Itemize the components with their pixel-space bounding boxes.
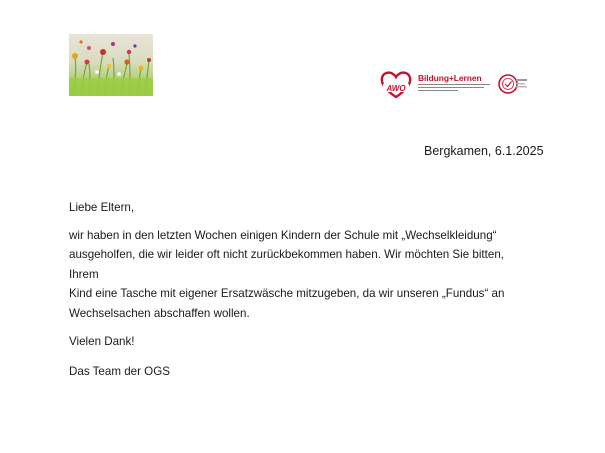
letter-line: wir haben in den letzten Wochen einigen Kindern der Schule mit „Wechselkleidung“ [69,228,497,242]
flower-meadow-image [69,34,153,96]
letter-line: Wechselsachen abschaffen wollen. [69,306,250,320]
bildung-lernen-title: Bildung+Lernen [418,73,482,83]
logo-group [380,71,530,99]
letter-body [69,198,529,381]
awo-logo-icon [380,71,412,99]
letter-signature: Das Team der OGS [69,364,170,378]
bildung-lernen-subtitle [418,84,492,94]
awo-logo-text: AWO [386,84,406,93]
letter-paragraph [69,226,529,324]
bildung-lernen-logo [418,73,488,97]
letter-salutation: Liebe Eltern, [69,201,135,214]
letter-line: Kind eine Tasche mit eigener Ersatzwäsche mitzugeben, da wir unseren „Fundus“ an [69,287,505,300]
letter-thanks: Vielen Dank! [69,335,135,348]
letter-date: Bergkamen, 6.1.2025 [424,144,544,158]
certification-seal-icon [498,73,528,95]
letter-line: ausgeholfen, die wir leider oft nicht zurückbekommen haben. Wir möchten Sie bitten, Ihrem [69,248,504,281]
